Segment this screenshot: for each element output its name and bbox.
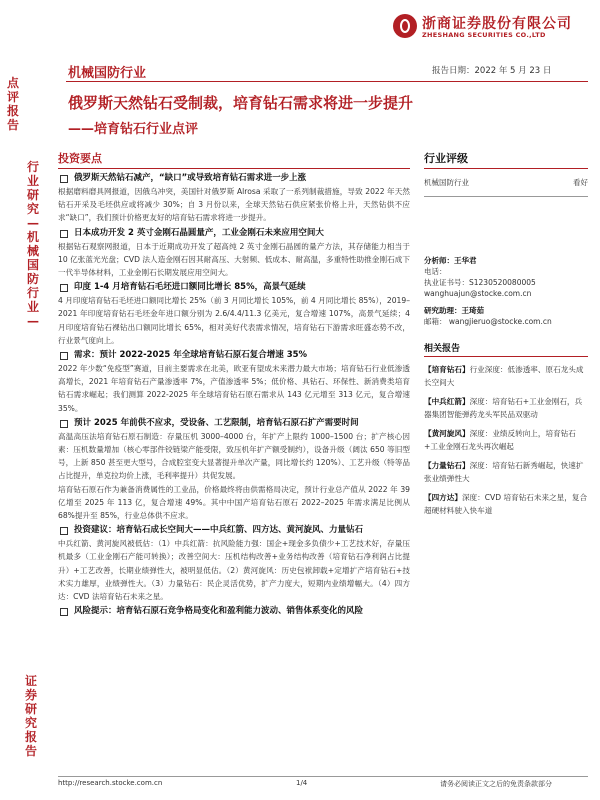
bullet-heading: 俄罗斯天然钻石减产，“缺口”或导致培育钻石需求进一步上涨 [58, 172, 410, 184]
researcher-name: 王琦茹 [461, 306, 484, 315]
bullet-heading: 投资建议：培育钻石成长空间大——中兵红箭、四方达、黄河旋风、力量钻石 [58, 524, 410, 536]
checkbox-square-icon [60, 608, 68, 616]
related-report[interactable]: 【四方达】深度：CVD 培育钻石未来之星，复合超硬材料驶入快车道 [424, 493, 588, 515]
checkbox-square-icon [60, 230, 68, 238]
bullet-heading: 风险提示：培育钻石原石竞争格局变化和盈利能力波动、销售体系变化的风险 [58, 605, 410, 617]
industry-label: 机械国防行业 [68, 66, 147, 81]
bullet-heading: 日本成功开发 2 英寸金刚石晶圆量产，工业金刚石未来应用空间大 [58, 227, 410, 239]
rating-sector: 机械国防行业 [424, 178, 469, 187]
page-title: 俄罗斯天然钻石受制裁，培育钻石需求将进一步提升 [68, 94, 414, 112]
researcher-label: 研究助理： [424, 306, 462, 315]
analyst-label: 分析师： [424, 256, 454, 265]
disclaimer-note: 请务必阅读正文之后的免责条款部分 [440, 780, 552, 788]
paragraph: 高温高压法培育钻石原石制造：存量压机 3000–4000 台，年扩产上限约 1000–1500 台；扩产核心因素：压机数量增加（核心零部件铰链梁产能受限，致压机年扩产额受制约），设备升级（阔汰 650 等旧型号，上新 850 甚至更大型号，合成腔室变大显著提升单次产量，同比增长约 120%）、工艺升级（特等品占比提升，单克拉均价上涨，毛利率提升）共促发展。 [58, 431, 410, 481]
bullet-heading: 需求：预计 2022-2025 年全球培育钻石原石复合增速 35% [58, 349, 410, 361]
related-report[interactable]: 【培育钻石】行业深度：低渗透率、原石龙头成长空间大 [424, 365, 584, 387]
analyst-email[interactable]: wanghuajun@stocke.com.cn [424, 289, 532, 298]
related-report[interactable]: 【黄河旋风】深度：业绩反转向上，培育钻石+工业金刚石龙头再次崛起 [424, 429, 576, 451]
company-name-cn: 浙商证券股份有限公司 [422, 16, 572, 32]
paragraph: 中兵红箭、黄河旋风被低估：（1）中兵红箭：抗风险能力强：国企+现金多负债少+工艺技术好，存量压机最多（工业金刚石产能可转换）；改善空间大：压机结构改善+业务结构改善（培育钻石净利润占比提升）+工艺改善，长期业绩弹性大，被明显低估。（2）黄河旋风：历史包袱卸载+定增扩产培育钻石+技术实力雄厚，业绩弹性大。（3）力量钻石：民企灵活优势，扩产力度大，短期内业绩增幅大。（4）四方达：CVD 法培育钻石未来之星。 [58, 539, 410, 602]
related-report[interactable]: 【中兵红箭】深度：培育钻石+工业金刚石，兵器集团智能弹药龙头军民品双驱动 [424, 397, 583, 419]
footer-divider [58, 776, 588, 777]
related-report[interactable]: 【力量钻石】深度：培育钻石新秀崛起，快速扩张业绩弹性大 [424, 461, 584, 483]
section-heading: 投资要点 [58, 150, 410, 169]
checkbox-square-icon [60, 420, 68, 428]
checkbox-square-icon [60, 175, 68, 183]
checkbox-square-icon [60, 352, 68, 360]
paragraph: 培育钻石原石作为兼备消费属性的工业品，价格最终将由供需格局决定，预计行业总产值从 2022 年 39 亿增至 2025 年 113 亿，复合增速 49%。其中中国产培育钻石原石 2022–2025 年需求满足比例从 68%提升至 85%，行业总体供不应求。 [58, 484, 410, 521]
analyst-cert: 执业证书号：S1230520080005 [424, 278, 536, 287]
bullet-heading: 预计 2025 年前供不应求，受设备、工艺限制，培育钻石原石扩产需要时间 [58, 417, 410, 429]
header-divider [66, 81, 588, 82]
report-date: 报告日期：2022 年 5 月 23 日 [432, 66, 552, 76]
page-subtitle: ——培育钻石行业点评 [68, 122, 199, 137]
paragraph: 根据钻石观察网报道，日本于近期成功开发了超高纯 2 英寸金刚石晶圆的量产方法，其存储能力相当于 10 亿张蓝光光盘；CVD 法人造金刚石因其耐高压、大射频、低成本、耐高温，多重特性助推金刚石成下一代半导体材料，工业金刚石长期发展应用空间大。 [58, 241, 410, 278]
analyst-info [424, 255, 588, 327]
paragraph: 根据磨料磨具网报道，因俄乌冲突，美国针对俄罗斯 Alrosa 采取了一系列制裁措施，导致 2022 年天然钻石开采及毛坯供应或将减少 30%；自 3 月份以来，全球天然钻石供应紧张价格上升，天然钻供不应求“缺口”，我们预计价格更友好的培育钻石需求将进一步提升。 [58, 187, 410, 223]
side-label-report-type: 点评报告 [6, 76, 19, 132]
logo-icon [393, 14, 417, 38]
page-number: 1/4 [296, 779, 308, 787]
rating-value: 看好 [573, 178, 588, 187]
paragraph: 4 月印度培育钻石毛坯进口额同比增长 25%（前 3 月同比增长 105%，前 4 月同比增长 85%），2019–2021 年印度培育钻石毛坯金年进口额分别为 2.6/4.4/11.3 亿美元，复合增速 107%，高景气延续；4 月印度培育钻石裸钻出口额同比增长 65%，相对美好代表需求情况，培育钻石下游需求旺盛态势不改，行业景气度向上。 [58, 296, 410, 345]
company-name-en: ZHESHANG SECURITIES CO.,LTD [422, 31, 546, 39]
researcher-email[interactable]: 邮箱： wangjieruo@stocke.com.cn [424, 317, 552, 326]
checkbox-square-icon [60, 527, 68, 535]
paragraph: 2022 年少数“免疫型”赛道，目前主要需求在北美，欧亚有望成未来潜力最大市场；培育钻石行业低渗透高增长，2021 年培育钻石产量渗透率 7%，产值渗透率 5%；低价格、具钻石、环保性、新消费类培育钻石需求崛起；我们测算 2022-2025 年全球培育钻石原石需求从 143 亿元增至 313 亿元，复合增速 35%。 [58, 364, 410, 413]
side-label-category: 行业研究—机械国防行业— [26, 160, 39, 328]
sidebar [424, 150, 588, 523]
side-label-doc-type: 证券研究报告 [24, 674, 37, 758]
footer-url[interactable]: http://research.stocke.com.cn [58, 779, 163, 787]
rating-row [424, 177, 588, 188]
investment-points [58, 150, 410, 618]
bullet-heading: 印度 1-4 月培育钻石毛坯进口额同比增长 85%，高景气延续 [58, 281, 410, 293]
checkbox-square-icon [60, 284, 68, 292]
analyst-name: 王华君 [454, 256, 477, 265]
related-heading: 相关报告 [424, 341, 588, 357]
analyst-phone: 电话： [424, 267, 447, 276]
rating-heading: 行业评级 [424, 150, 588, 169]
